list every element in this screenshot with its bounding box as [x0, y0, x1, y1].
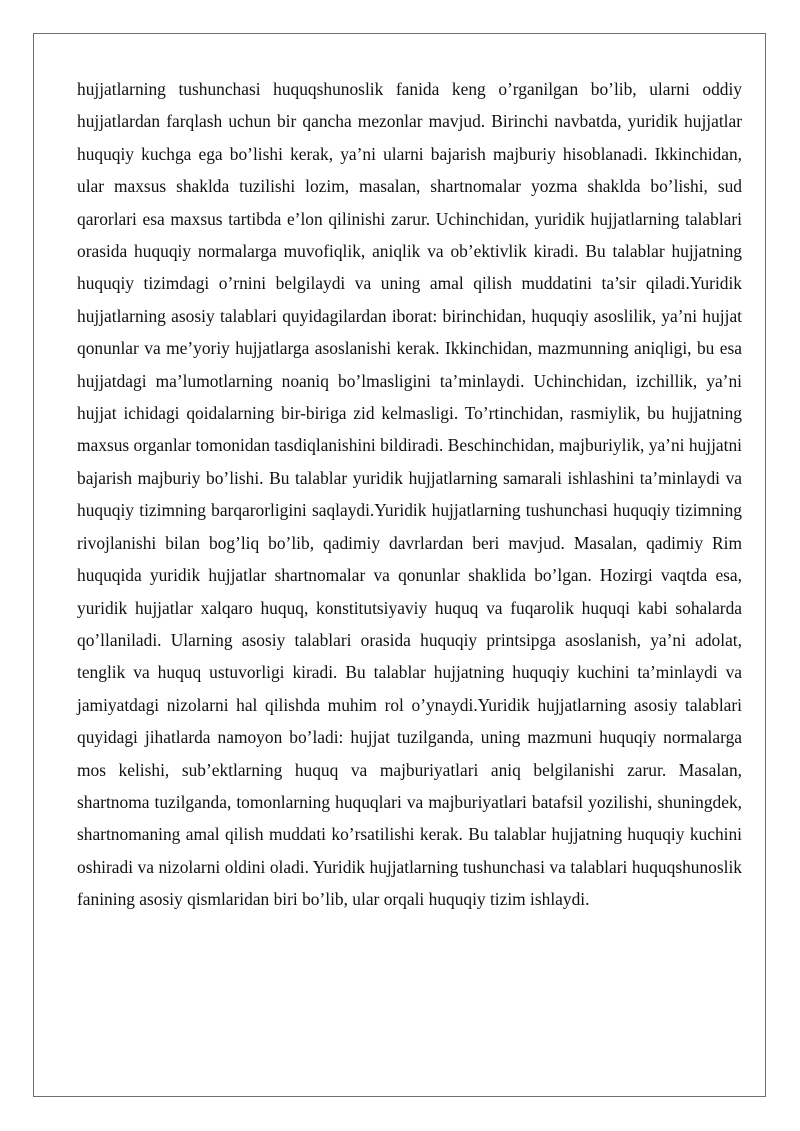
document-body-paragraph: hujjatlarning tushunchasi huquqshunoslik fanida keng o’rganilgan bo’lib, ularni oddiy hujjatlardan farqlash uchun bir qancha mezonlar mavjud. Birinchi navbatda, yuridik hujjatlar huquqiy kuchga ega bo’lishi kerak, ya’ni ularni bajarish majburiy hisoblanadi. Ikkinchidan, ular maxsus shaklda tuzilishi lozim, masalan, shartnomalar yozma shaklda bo’lishi, sud qarorlari esa maxsus tartibda e’lon qilinishi zarur. Uchinchidan, yuridik hujjatlarning talablari orasida huquqiy normalarga muvofiqlik, aniqlik va ob’ektivlik kiradi. Bu talablar hujjatning huquqiy tizimdagi o’rnini belgilaydi va uning amal qilish muddatini ta’sir qiladi.Yuridik hujjatlarning asosiy talablari quyidagilardan iborat: birinchidan, huquqiy asoslilik, ya’ni hujjat qonunlar va me’yoriy hujjatlarga asoslanishi kerak. Ikkinchidan, mazmunning aniqligi, bu esa hujjatdagi ma’lumotlarning noaniq bo’lmasligini ta’minlaydi. Uchinchidan, izchillik, ya’ni hujjat ichidagi qoidalarning bir-biriga zid kelmasligi. To’rtinchidan, rasmiylik, bu hujjatning maxsus organlar tomonidan tasdiqlanishini bildiradi. Beschinchidan, majburiylik, ya’ni hujjatni bajarish majburiy bo’lishi. Bu talablar yuridik hujjatlarning samarali ishlashini ta’minlaydi va huquqiy tizimning barqarorligini saqlaydi.Yuridik hujjatlarning tushunchasi huquqiy tizimning rivojlanishi bilan bog’liq bo’lib, qadimiy davrlardan beri mavjud. Masalan, qadimiy Rim huquqida yuridik hujjatlar shartnomalar va qonunlar shaklida bo’lgan. Hozirgi vaqtda esa, yuridik hujjatlar xalqaro huquq, konstitutsiyaviy huquq va fuqarolik huquqi kabi sohalarda qo’llaniladi. Ularning asosiy talablari orasida huquqiy printsipga asoslanish, ya’ni adolat, tenglik va huquq ustuvorligi kiradi. Bu talablar hujjatning huquqiy kuchini ta’minlaydi va jamiyatdagi nizolarni hal qilishda muhim rol o’ynaydi.Yuridik hujjatlarning asosiy talablari quyidagi jihatlarda namoyon bo’ladi: hujjat tuzilganda, uning mazmuni huquqiy normalarga mos kelishi, sub’ektlarning huquq va majburiyatlari aniq belgilanishi zarur. Masalan, shartnoma tuzilganda, tomonlarning huquqlari va majburiyatlari batafsil yozilishi, shuningdek, shartnomaning amal qilish muddati ko’rsatilishi kerak. Bu talablar hujjatning huquqiy kuchini oshiradi va nizolarni oldini oladi. Yuridik hujjatlarning tushunchasi va talablari huquqshunoslik fanining asosiy qismlaridan biri bo’lib, ular orqali huquqiy tizim ishlaydi. — [77, 79, 742, 910]
